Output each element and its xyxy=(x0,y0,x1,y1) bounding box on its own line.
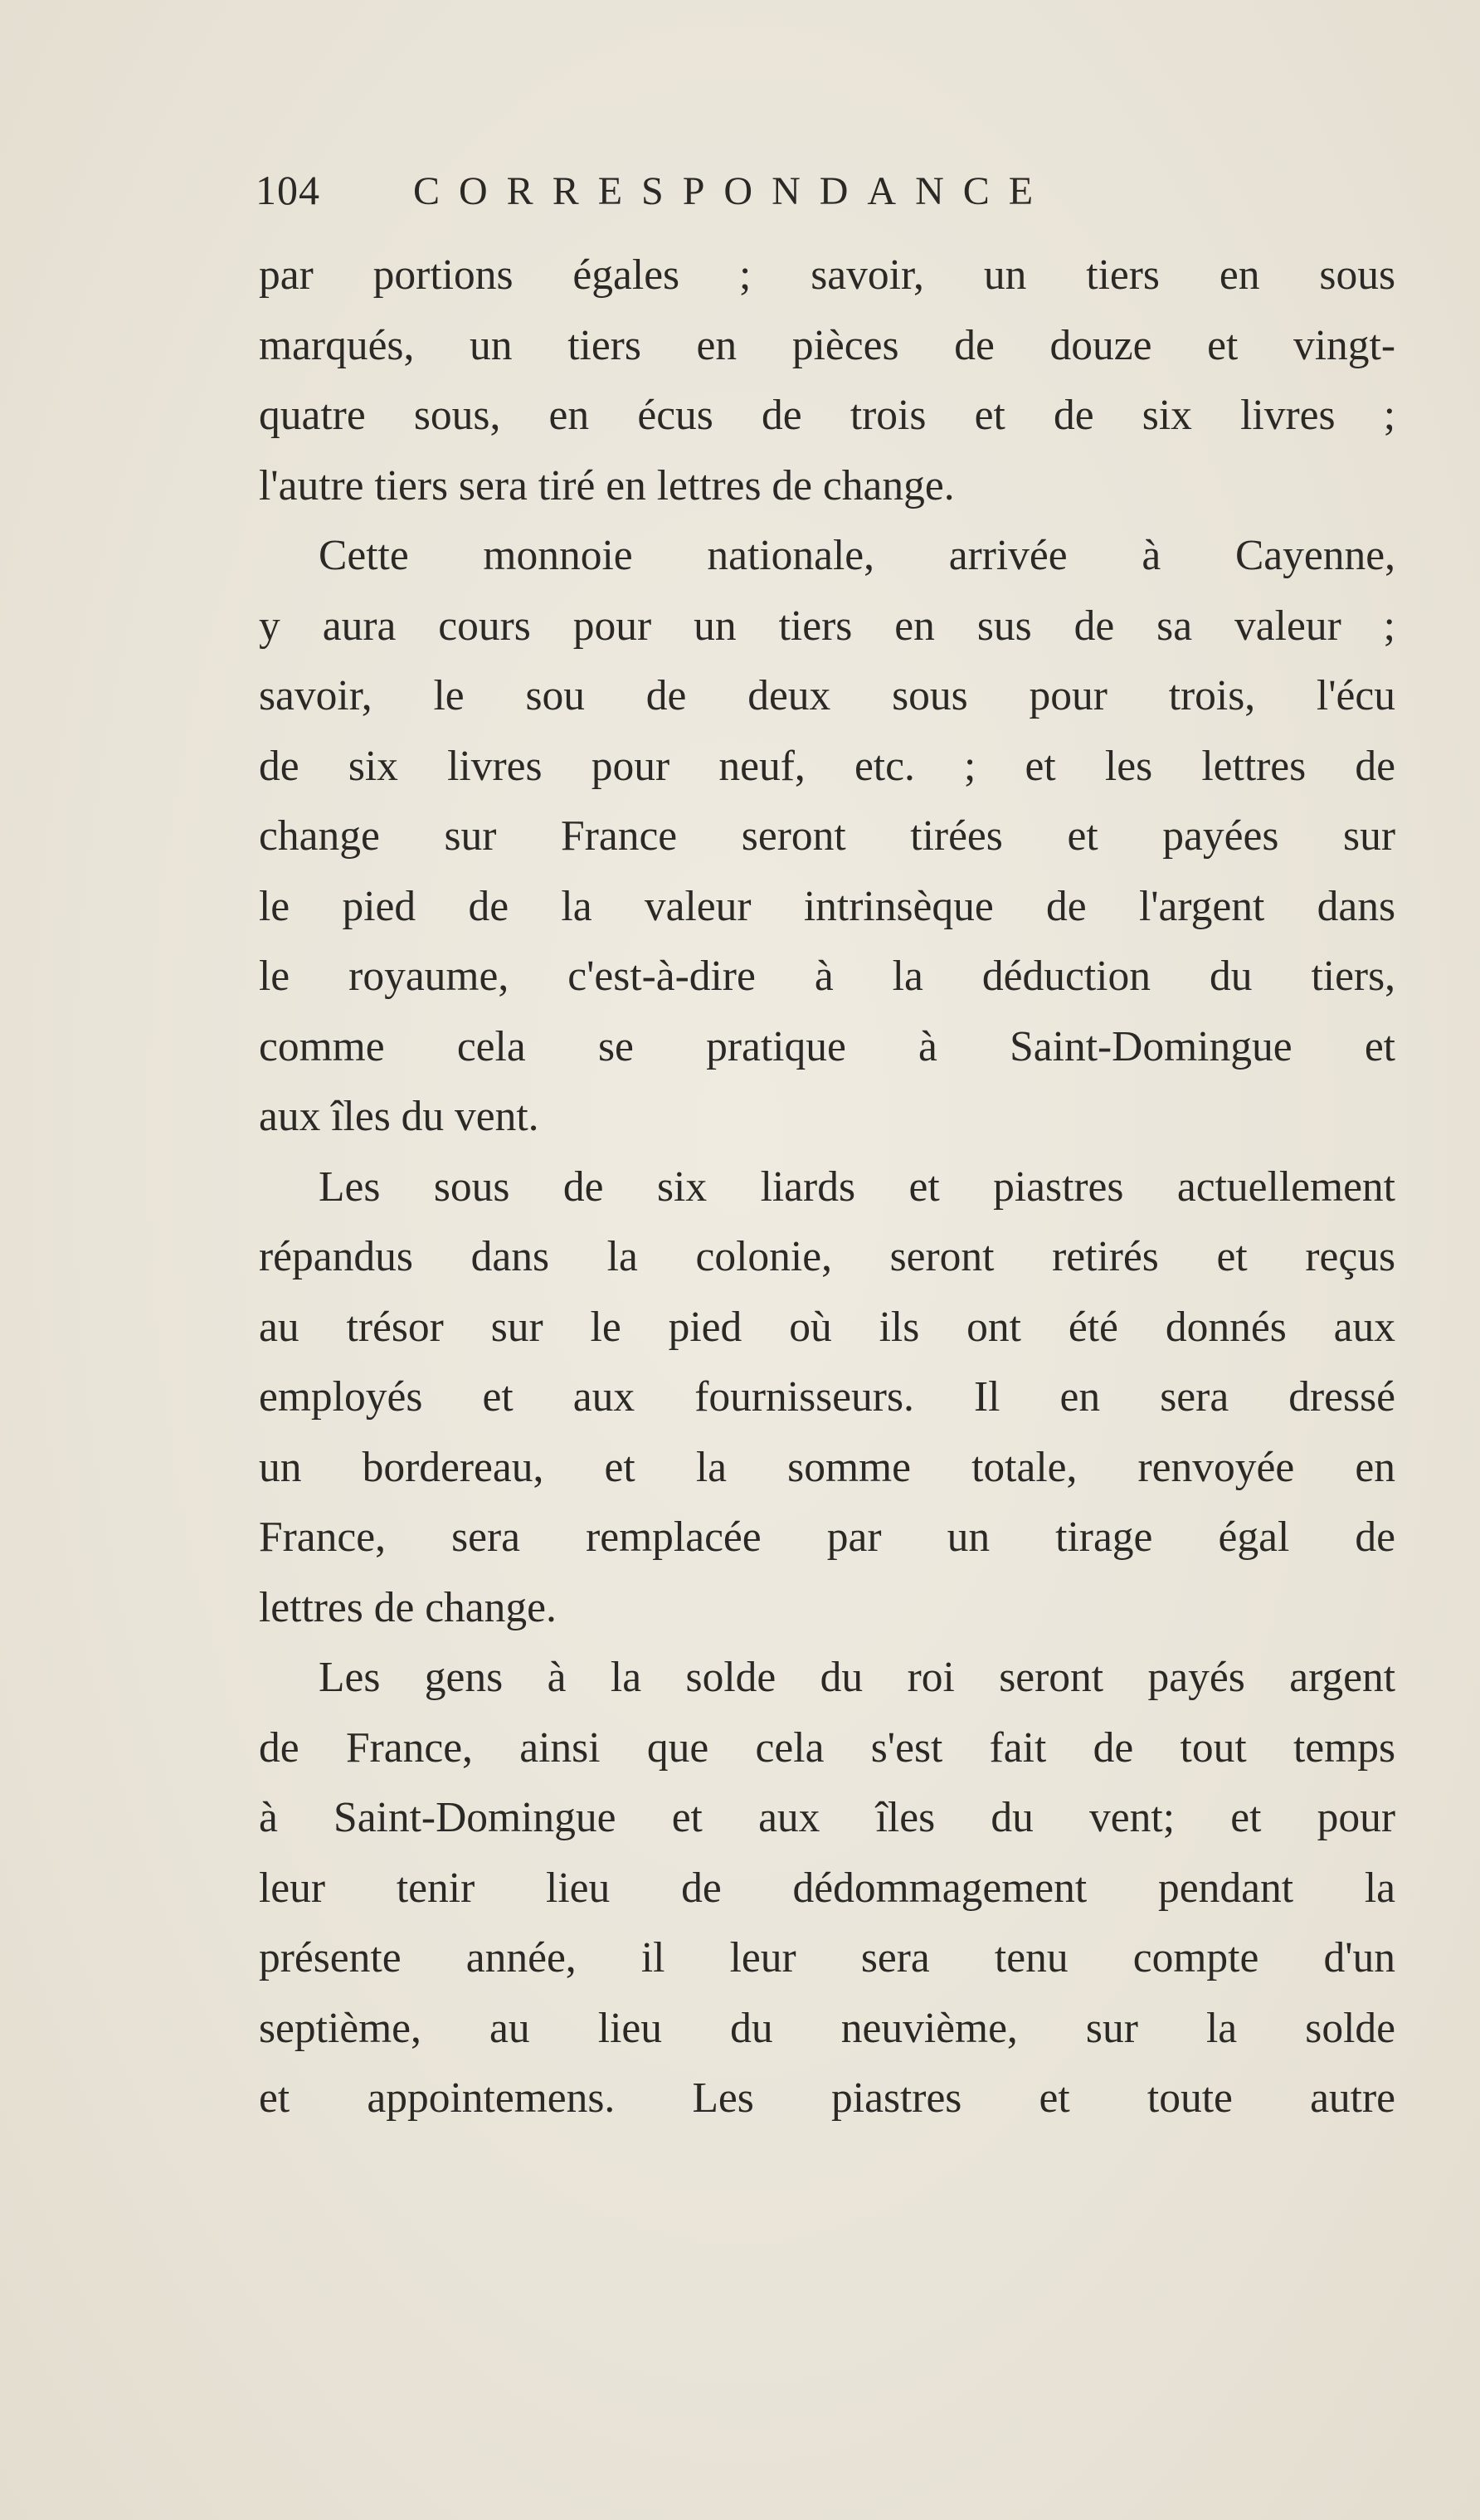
page-number: 104 xyxy=(256,167,320,213)
text-line: Cette monnoie nationale, arrivée à Cayenne, xyxy=(319,532,1395,579)
text-line: de six livres pour neuf, etc. ; et les lettres de xyxy=(259,742,1395,790)
text-line: répandus dans la colonie, seront retirés et reçus xyxy=(259,1233,1395,1280)
text-line: un bordereau, et la somme totale, renvoyée en xyxy=(259,1443,1395,1491)
text-line: le royaume, c'est-à-dire à la déduction du tiers, xyxy=(259,953,1395,1000)
text-line: leur tenir lieu de dédommagement pendant la xyxy=(259,1864,1395,1912)
text-line: le pied de la valeur intrinsèque de l'argent dans xyxy=(259,882,1395,930)
text-line: septième, au lieu du neuvième, sur la solde xyxy=(259,2004,1395,2052)
body-text xyxy=(259,241,1395,2134)
text-line: et appointemens. Les piastres et toute autre xyxy=(259,2074,1395,2122)
text-line: comme cela se pratique à Saint-Domingue et xyxy=(259,1022,1395,1070)
text-line: à Saint-Domingue et aux îles du vent; et pour xyxy=(259,1794,1395,1841)
text-line: l'autre tiers sera tiré en lettres de change. xyxy=(259,461,955,509)
text-line: quatre sous, en écus de trois et de six livres ; xyxy=(259,392,1395,439)
text-line: par portions égales ; savoir, un tiers en sous xyxy=(259,251,1395,299)
text-line: Les sous de six liards et piastres actuellement xyxy=(319,1163,1395,1211)
text-line: au trésor sur le pied où ils ont été donnés aux xyxy=(259,1303,1395,1351)
page-header xyxy=(256,166,1251,216)
text-line: marqués, un tiers en pièces de douze et vingt- xyxy=(259,321,1395,369)
text-line: employés et aux fournisseurs. Il en sera dressé xyxy=(259,1373,1395,1421)
text-line: France, sera remplacée par un tirage égal de xyxy=(259,1513,1395,1561)
text-line: lettres de change. xyxy=(259,1583,557,1631)
text-line: présente année, il leur sera tenu compte d'un xyxy=(259,1934,1395,1981)
text-line: savoir, le sou de deux sous pour trois, l'écu xyxy=(259,672,1395,719)
running-head: CORRESPONDANCE xyxy=(413,169,1053,213)
text-line: Les gens à la solde du roi seront payés argent xyxy=(319,1654,1395,1701)
text-line: y aura cours pour un tiers en sus de sa valeur ; xyxy=(259,602,1395,650)
text-line: de France, ainsi que cela s'est fait de tout temps xyxy=(259,1723,1395,1772)
text-line: aux îles du vent. xyxy=(259,1093,539,1140)
text-line: change sur France seront tirées et payées sur xyxy=(259,812,1395,860)
